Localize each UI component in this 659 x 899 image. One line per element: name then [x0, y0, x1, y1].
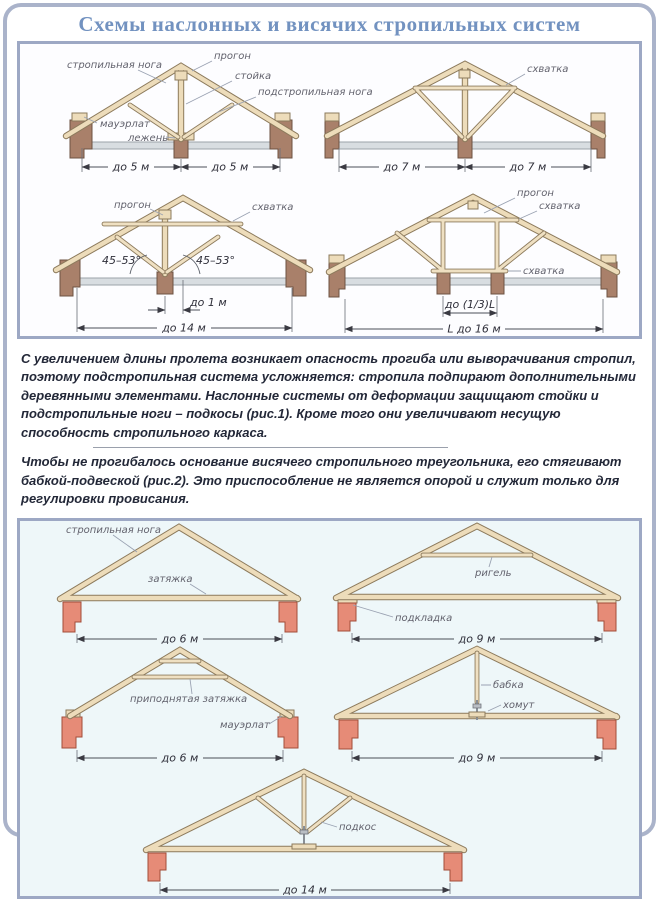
- wall-left: [338, 603, 356, 631]
- label-rafter-leg: стропильная нога: [67, 60, 163, 71]
- top-diagrams-box: [17, 41, 642, 339]
- wall-left: [339, 720, 358, 749]
- wall-left: [148, 853, 166, 881]
- truss-diagram-2: [325, 44, 640, 184]
- mauerlat-block-right: [591, 113, 605, 121]
- dim-total: до 14 м: [282, 883, 327, 897]
- wall-right: [597, 720, 616, 749]
- truss-diagram-6: [325, 521, 640, 646]
- label-sub-rafter-leg: подстропильная нога: [258, 87, 373, 98]
- label-rigel: ригель: [475, 567, 512, 579]
- paragraph-1: С увеличением длины пролета возникает опасность прогиба или выворачивания стропил, поэтому подстропильная система усложняется: стропила подпирают дополнительными деревянными элементами. Наслонные системы от деформации защищают стойки и подстропильные ноги – подкосы (рис.1). Кроме того они увеличивают несущую способность стропильного каркаса.: [21, 351, 636, 440]
- label-khomut: хомут: [503, 699, 535, 711]
- wall-right: [279, 602, 297, 632]
- label-skhvatka: схватка: [527, 64, 569, 75]
- purlin-block: [175, 71, 187, 80]
- truss-diagram-7: [20, 646, 325, 768]
- label-lezhen: лежень: [128, 133, 169, 144]
- mauerlat-block-left: [325, 113, 339, 121]
- paragraph-2: Чтобы не прогибалось основание висячего стропильного треугольника, его стягивают бабкой-подвеской (рис.2). Это приспособление не является опорой и служит только для регулировки провисания.: [21, 454, 622, 507]
- top-row-2: [20, 184, 639, 336]
- description-text: [7, 339, 652, 518]
- wall-left: [63, 602, 81, 632]
- dim-total: до 6 м: [161, 632, 199, 646]
- truss-diagram-9: [115, 768, 545, 896]
- tie-and-rafters-face: [60, 524, 298, 599]
- label-tie: затяжка: [148, 573, 193, 585]
- mauerlat-block-right: [275, 113, 290, 121]
- label-post: стойка: [235, 71, 272, 82]
- tie-and-rafters: [60, 524, 298, 599]
- wall-right: [278, 717, 298, 748]
- label-purlin: прогон: [517, 188, 554, 199]
- hanger-nut: [300, 830, 308, 834]
- truss-diagram-1: [20, 44, 373, 184]
- dim-right: до 7 м: [509, 160, 547, 174]
- label-mauerlat: мауэрлат: [220, 719, 270, 731]
- label-purlin: прогон: [114, 200, 151, 211]
- khomut-clamp: [469, 712, 485, 717]
- label-angle-right: 45–53°: [196, 254, 235, 267]
- page-title: Схемы наслонных и висячих стропильных систем: [78, 12, 581, 36]
- tie-and-rafters-face: [336, 526, 618, 598]
- label-rafter-leg: стропильная нога: [66, 524, 162, 536]
- dim-total: до 6 м: [161, 751, 199, 765]
- bottom-row-3: [20, 768, 639, 896]
- leader-lines: [506, 74, 525, 85]
- label-skhvatka-lower: схватка: [523, 266, 565, 277]
- dim-left: до 7 м: [383, 160, 421, 174]
- dim-total: до 9 м: [458, 751, 496, 765]
- dim-total: до 9 м: [458, 632, 496, 646]
- label-purlin: прогон: [214, 51, 251, 62]
- purlin-block: [459, 70, 470, 78]
- tie-and-rafters: [336, 526, 618, 598]
- label-podkladka: подкладка: [395, 612, 453, 624]
- label-raised-tie: приподнятая затяжка: [130, 693, 248, 705]
- wall-right: [444, 853, 462, 881]
- leader-lines: [353, 557, 492, 617]
- truss-diagram-8: [325, 646, 640, 768]
- floor-beam: [77, 278, 292, 285]
- leader-lines: [113, 535, 206, 594]
- floor-beam: [343, 278, 603, 285]
- label-skhvatka: схватка: [252, 202, 294, 213]
- bottom-row-1: [20, 521, 639, 646]
- column-left: [437, 273, 450, 294]
- paragraph-divider: [93, 447, 448, 448]
- dim-offset: до 1 м: [190, 296, 227, 309]
- truss-diagram-5: [20, 521, 325, 646]
- wall-right: [598, 603, 616, 631]
- leader-lines: [321, 822, 337, 827]
- clamp-plate: [292, 844, 316, 849]
- page-frame: [3, 3, 656, 897]
- dim-right: до 5 м: [211, 160, 249, 174]
- dim-inner: до (1/3)L: [444, 298, 496, 311]
- label-babka: бабка: [493, 679, 524, 691]
- column-right: [491, 273, 504, 294]
- top-row-1: [20, 44, 639, 184]
- truss-diagram-4: [325, 184, 640, 336]
- dim-total: L до 16 м: [447, 322, 501, 336]
- dim-left: до 5 м: [112, 160, 150, 174]
- bottom-diagrams-box: [17, 518, 642, 899]
- purlin-block: [468, 201, 478, 209]
- dim-total: до 14 м: [162, 321, 206, 335]
- label-mauerlat: мауэрлат: [100, 119, 150, 130]
- wall-left: [62, 717, 82, 748]
- bottom-row-2: [20, 646, 639, 768]
- label-skhvatka-upper: схватка: [539, 201, 581, 212]
- purlin-block: [159, 210, 171, 219]
- truss-diagram-3: [20, 184, 325, 336]
- label-podkos: подкос: [338, 821, 376, 833]
- label-angle-left: 45–53°: [102, 254, 141, 267]
- hanger-nut: [473, 704, 481, 708]
